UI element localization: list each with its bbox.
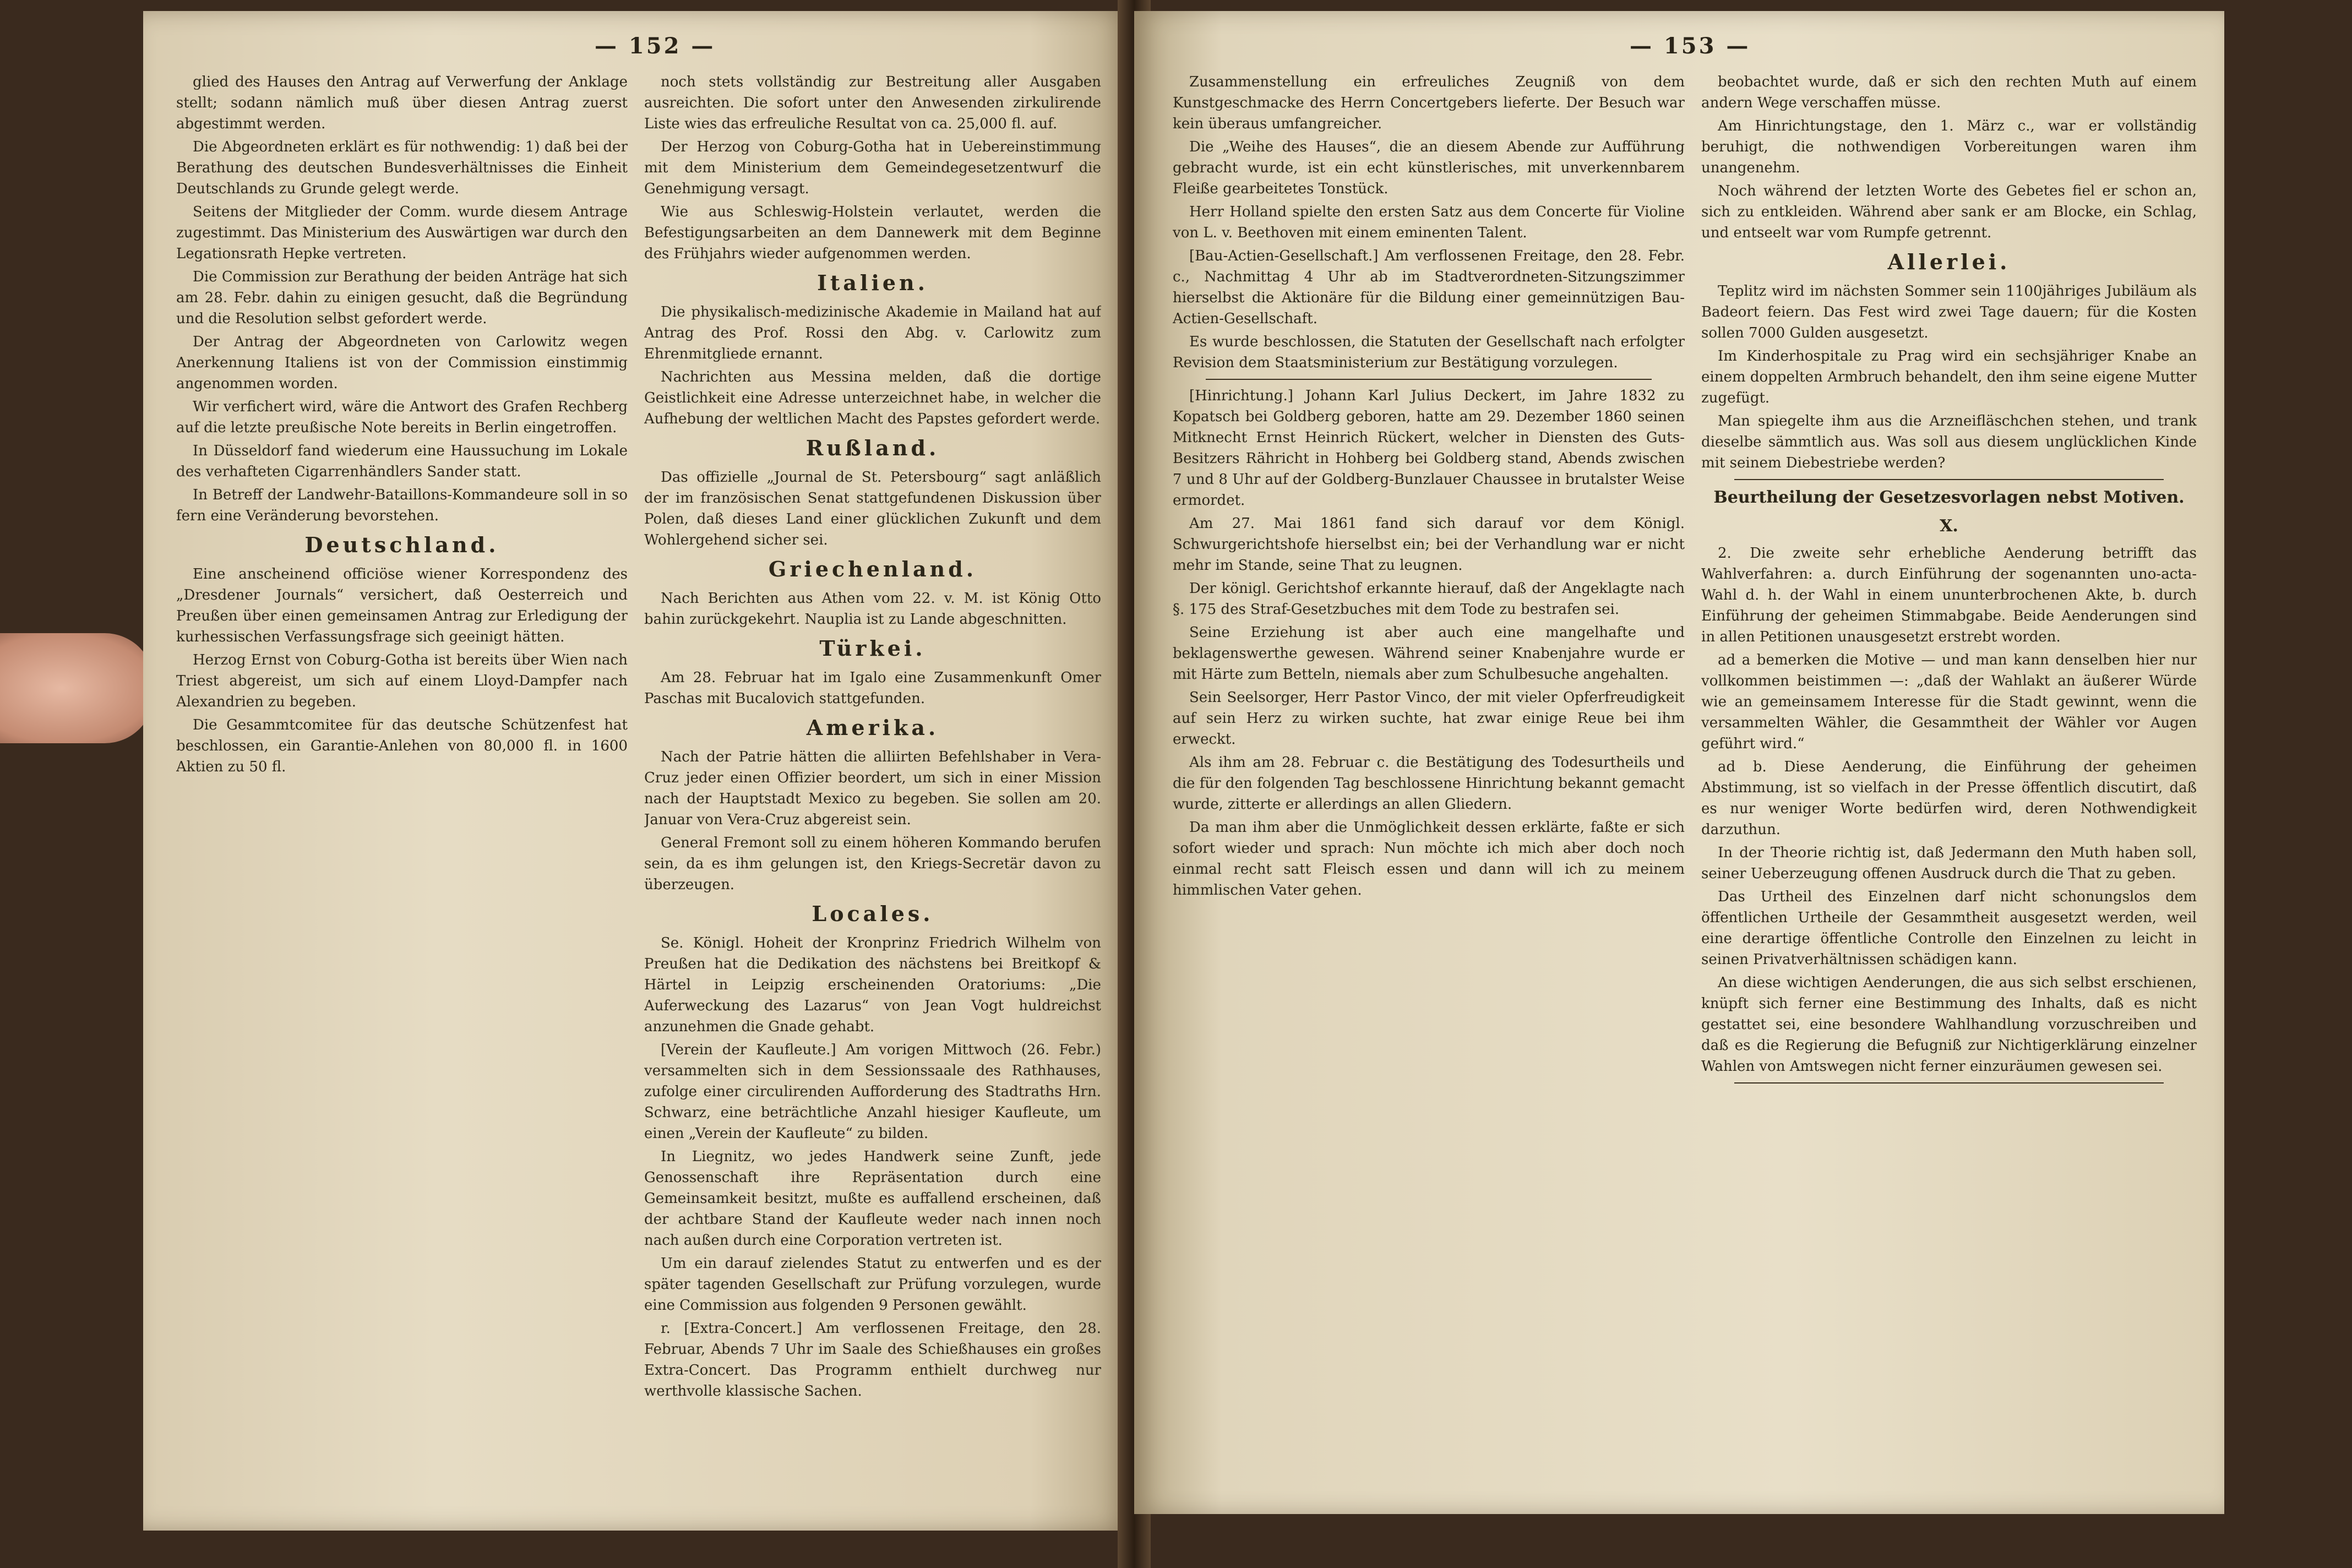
section-heading-beurtheilung: Beurtheilung der Gesetzesvorlagen nebst Motiven. [1713, 488, 2185, 507]
right-page [1134, 11, 2224, 1514]
paragraph: Seitens der Mitglieder der Comm. wurde diesem Antrage zugestimmt. Das Ministerium des Auswärtigen war durch den Legationsrath Hepke vertreten. [176, 204, 628, 262]
paragraph: ad b. Diese Aenderung, die Einführung der geheimen Abstimmung, ist so vielfach in der Presse öffentlich discutirt, daß es nur weniger Worte bedürfen wird, deren Nothwendigkeit darzuthun. [1701, 759, 2197, 838]
paragraph: Das offizielle „Journal de St. Petersbourg“ sagt anläßlich der im französischen Senat stattgefundenen Diskussion über Polen, daß dieses Land einer glücklichen Zukunft und dem Wohlergehend sicher sei. [644, 469, 1101, 548]
paragraph: Der Herzog von Coburg-Gotha hat in Uebereinstimmung mit dem Ministerium dem Gemeindegesetzentwurf die Genehmigung versagt. [644, 139, 1101, 197]
left-column-2 [644, 72, 1101, 1514]
paragraph: Nachrichten aus Messina melden, daß die dortige Geistlichkeit eine Adresse unterzeichnet habe, in welcher die Aufhebung der weltlichen Macht des Papstes gefordert werde. [644, 369, 1101, 427]
paragraph: Noch während der letzten Worte des Gebetes fiel er schon an, sich zu entkleiden. Während aber sank er am Blocke, ein Schlag, und entseelt war vom Rumpfe getrennt. [1701, 183, 2197, 241]
paragraph: Herzog Ernst von Coburg-Gotha ist bereits über Wien nach Triest abgereist, um sich auf einem Lloyd-Dampfer nach Alexandrien zu begeben. [176, 652, 628, 710]
section-heading-locales: Locales. [812, 901, 934, 926]
left-page [143, 11, 1129, 1531]
paragraph: Da man ihm aber die Unmöglichkeit dessen erklärte, faßte er sich sofort wieder und sprach: Nun möchte ich mich aber doch noch einmal recht satt Fleisch essen und dann will ich zu meinem himmlischen Vater gehen. [1173, 819, 1685, 899]
paragraph: In Betreff der Landwehr-Bataillons-Kommandeure soll in so fern eine Veränderung bevorstehen. [176, 487, 628, 524]
section-heading-amerika: Amerika. [806, 715, 939, 740]
section-heading-griechenland: Griechenland. [768, 557, 977, 581]
left-page-number: — 152 — [595, 33, 716, 59]
paragraph: Nach Berichten aus Athen vom 22. v. M. ist König Otto bahin zurückgekehrt. Nauplia ist zu Lande abgeschnitten. [644, 590, 1101, 628]
paragraph: beobachtet wurde, daß er sich den rechten Muth auf einem andern Wege verschaffen müsse. [1701, 74, 2197, 111]
section-heading-russland: Rußland. [805, 435, 940, 460]
paragraph: Wie aus Schleswig-Holstein verlautet, werden die Befestigungsarbeiten an dem Dannewerk mit dem Beginne des Frühjahrs wieder aufgenommen werden. [644, 204, 1101, 262]
paragraph: Am 28. Februar hat im Igalo eine Zusammenkunft Omer Paschas mit Bucalovich stattgefunden. [644, 669, 1101, 707]
paragraph: Zusammenstellung ein erfreuliches Zeugniß von dem Kunstgeschmacke des Herrn Concertgebers lieferte. Der Besuch war kein überaus umfangreicher. [1173, 74, 1685, 132]
section-divider [1206, 379, 1652, 380]
paragraph: Herr Holland spielte den ersten Satz aus dem Concerte für Violine von L. v. Beethoven mit einem eminenten Talent. [1173, 204, 1685, 241]
paragraph: Man spiegelte ihm aus die Arzneifläschchen stehen, und trank dieselbe sämmtlich aus. Was soll aus diesem unglücklichen Kinde mit seinem Diebestriebe werden? [1701, 413, 2197, 471]
paragraph: Am Hinrichtungstage, den 1. März c., war er vollständig beruhigt, die nothwendigen Vorbereitungen waren ihm unangenehm. [1701, 118, 2197, 176]
reader-thumb [0, 633, 154, 743]
paragraph: General Fremont soll zu einem höheren Kommando berufen sein, da es ihm gelungen ist, den Kriegs-Secretär davon zu überzeugen. [644, 835, 1101, 893]
left-column-1 [176, 72, 628, 1514]
section-heading-italien: Italien. [817, 270, 928, 295]
paragraph: 2. Die zweite sehr erhebliche Aenderung betrifft das Wahlverfahren: a. durch Einführung der sogenannten uno-acta-Wahl d. h. der Wahl in einem ununterbrochenen Akte, b. durch Einführung der geheimen Stimmabgabe. Beide Aenderungen sind in allen Petitionen unausgesetzt erstrebt worden. [1701, 545, 2197, 645]
paragraph: Se. Königl. Hoheit der Kronprinz Friedrich Wilhelm von Preußen hat die Dedikation des nächstens bei Breitkopf & Härtel in Leipzig erscheinenden Oratoriums: „Die Auferweckung des Lazarus“ von Jean Vogt huldreichst anzunehmen die Gnade gehabt. [644, 935, 1101, 1035]
paragraph: Eine anscheinend officiöse wiener Korrespondenz des „Dresdener Journals“ versichert, daß Oesterreich und Preußen über einen gemeinsamen Antrag zur Erledigung der kurhessischen Verfassungsfrage sich geeinigt hätten. [176, 566, 628, 645]
paragraph: Um ein darauf zielendes Statut zu entwerfen und es der später tagenden Gesellschaft zur Prüfung vorzulegen, wurde eine Commission aus folgenden 9 Personen gewählt. [644, 1255, 1101, 1314]
paragraph: Das Urtheil des Einzelnen darf nicht schonungslos dem öffentlichen Urtheile der Gesammtheit ausgesetzt werden, weil eine derartige öffentliche Controlle den Einzelnen zu leicht in seinen Privatverhältnissen schädigen kann. [1701, 889, 2197, 968]
end-rule [1734, 1082, 2164, 1084]
paragraph: glied des Hauses den Antrag auf Verwerfung der Anklage stellt; sodann nämlich muß über diesen Antrag zuerst abgestimmt werden. [176, 74, 628, 132]
paragraph: noch stets vollständig zur Bestreitung aller Ausgaben ausreichten. Die sofort unter den Anwesenden zirkulirende Liste wies das erfreuliche Resultat von ca. 25,000 fl. auf. [644, 74, 1101, 132]
paragraph: Am 27. Mai 1861 fand sich darauf vor dem Königl. Schwurgerichtshofe hierselbst ein; bei der Verhandlung war er nicht mehr im Stande, seine That zu leugnen. [1173, 515, 1685, 574]
paragraph: Seine Erziehung ist aber auch eine mangelhafte und beklagenswerthe gewesen. Während seiner Knabenjahre wurde er mit Härte zum Betteln, niemals aber zum Schulbesuche angehalten. [1173, 624, 1685, 683]
paragraph: [Bau-Actien-Gesellschaft.] Am verflossenen Freitage, den 28. Febr. c., Nachmittag 4 Uhr ab im Stadtverordneten-Sitzungszimmer hierselbst die Aktionäre für die Bildung einer gemeinnützigen Bau-Actien-Gesellschaft. [1173, 248, 1685, 327]
section-heading-allerlei: Allerlei. [1887, 249, 2011, 274]
right-column-1 [1173, 72, 1685, 1503]
paragraph: Die Gesammtcomitee für das deutsche Schützenfest hat beschlossen, ein Garantie-Anlehen von 80,000 fl. in 1600 Aktien zu 50 fl. [176, 717, 628, 775]
paragraph: Als ihm am 28. Februar c. die Bestätigung des Todesurtheils und die für den folgenden Tag beschlossene Hinrichtung bekannt gemacht wurde, zitterte er allerdings an allen Gliedern. [1173, 754, 1685, 813]
paragraph: Wir verfichert wird, wäre die Antwort des Grafen Rechberg auf die letzte preußische Note bereits in Berlin eingetroffen. [176, 399, 628, 436]
paragraph: r. [Extra-Concert.] Am verflossenen Freitage, den 28. Februar, Abends 7 Uhr im Saale des Schießhauses ein großes Extra-Concert. Das Programm enthielt durchweg nur werthvolle klassische Sachen. [644, 1320, 1101, 1400]
paragraph: Der Antrag der Abgeordneten von Carlowitz wegen Anerkennung Italiens ist von der Commission einstimmig angenommen worden. [176, 334, 628, 392]
paragraph: Die Abgeordneten erklärt es für nothwendig: 1) daß bei der Berathung des deutschen Bundesverhältnisses die Einheit Deutschlands zu Grunde gelegt werde. [176, 139, 628, 197]
paragraph: [Hinrichtung.] Johann Karl Julius Deckert, im Jahre 1832 zu Kopatsch bei Goldberg geboren, hatte am 29. Dezember 1860 seinen Mitknecht Ernst Heinrich Rückert, welcher in Diensten des Guts-Besitzers Rähricht in Hohberg bei Goldberg stand, Abends zwischen 7 und 8 Uhr auf der Goldberg-Bunzlauer Chaussee in brutalster Weise ermordet. [1173, 388, 1685, 509]
paragraph: In Liegnitz, wo jedes Handwerk seine Zunft, jede Genossenschaft ihre Repräsentation durch eine Gemeinsamkeit besitzt, mußte es auffallend erscheinen, daß der achtbare Stand der Kaufleute weder nach innen noch nach außen durch eine Corporation vertreten ist. [644, 1148, 1101, 1249]
paragraph: Teplitz wird im nächsten Sommer sein 1100jähriges Jubiläum als Badeort feiern. Das Fest wird zwei Tage dauern; für die Kosten sollen 7000 Gulden ausgesetzt. [1701, 283, 2197, 341]
section-number: X. [1940, 516, 1958, 536]
right-page-number: — 153 — [1630, 33, 1751, 59]
paragraph: In Düsseldorf fand wiederum eine Haussuchung im Lokale des verhafteten Cigarrenhändlers Sander statt. [176, 443, 628, 480]
paragraph: Nach der Patrie hätten die alliirten Befehlshaber in Vera-Cruz jeder einen Offizier beordert, um sich in einer Mission nach der Hauptstadt Mexico zu begeben. Sie sollen am 20. Januar von Vera-Cruz abgereist sein. [644, 749, 1101, 828]
paragraph: In der Theorie richtig ist, daß Jedermann den Muth haben soll, seiner Ueberzeugung offenen Ausdruck durch die That zu geben. [1701, 845, 2197, 882]
paragraph: Sein Seelsorger, Herr Pastor Vinco, der mit vieler Opferfreudigkeit auf sein Herz zu wirken suchte, hat zwar einige Reue bei ihm erweckt. [1173, 689, 1685, 748]
paragraph: Es wurde beschlossen, die Statuten der Gesellschaft nach erfolgter Revision dem Staatsministerium zur Bestätigung vorzulegen. [1173, 334, 1685, 371]
paragraph: Die Commission zur Berathung der beiden Anträge hat sich am 28. Febr. dahin zu einigen gesucht, daß die Begründung und die Resolution selbst gefordert werde. [176, 269, 628, 327]
paragraph: Im Kinderhospitale zu Prag wird ein sechsjähriger Knabe an einem doppelten Armbruch behandelt, den ihm seine eigene Mutter zugefügt. [1701, 348, 2197, 406]
paragraph: ad a bemerken die Motive — und man kann denselben hier nur vollkommen beistimmen —: „daß der Wahlakt an äußerer Würde wie an gemeinsamem Interesse für die Stadt gewinnt, wenn die versammelten Wähler, die Gesammtheit der Wähler vor Augen geführt wird.“ [1701, 652, 2197, 752]
paragraph: Die „Weihe des Hauses“, die an diesem Abende zur Aufführung gebracht wurde, ist ein echt künstlerisches, mit unverkennbarem Fleiße gearbeitetes Tonstück. [1173, 139, 1685, 197]
section-heading-deutschland: Deutschland. [304, 532, 499, 557]
paragraph: An diese wichtigen Aenderungen, die aus sich selbst erschienen, knüpft sich ferner eine Bestimmung des Inhalts, daß es nicht gestattet sei, eine besondere Wahlhandlung vorzuschreiben und daß es die Regierung die Befugniß zur Nichtigerklärung einzelner Wahlen von Amtswegen nicht ferner einzuräumen gewesen sei. [1701, 974, 2197, 1075]
right-column-2 [1701, 72, 2197, 1503]
section-heading-tuerkei: Türkei. [819, 636, 926, 661]
section-divider [1734, 479, 2164, 480]
paragraph: Die physikalisch-medizinische Akademie in Mailand hat auf Antrag des Prof. Rossi den Abg. v. Carlowitz zum Ehrenmitgliede ernannt. [644, 304, 1101, 362]
paragraph: Der königl. Gerichtshof erkannte hierauf, daß der Angeklagte nach §. 175 des Straf-Gesetzbuches mit dem Tode zu bestrafen sei. [1173, 580, 1685, 618]
paragraph: [Verein der Kaufleute.] Am vorigen Mittwoch (26. Febr.) versammelten sich in dem Sessionssaale des Rathhauses, zufolge einer circulirenden Aufforderung des Stadtraths Hrn. Schwarz, eine beträchtliche Anzahl hiesiger Kaufleute, um einen „Verein der Kaufleute“ zu bilden. [644, 1042, 1101, 1142]
